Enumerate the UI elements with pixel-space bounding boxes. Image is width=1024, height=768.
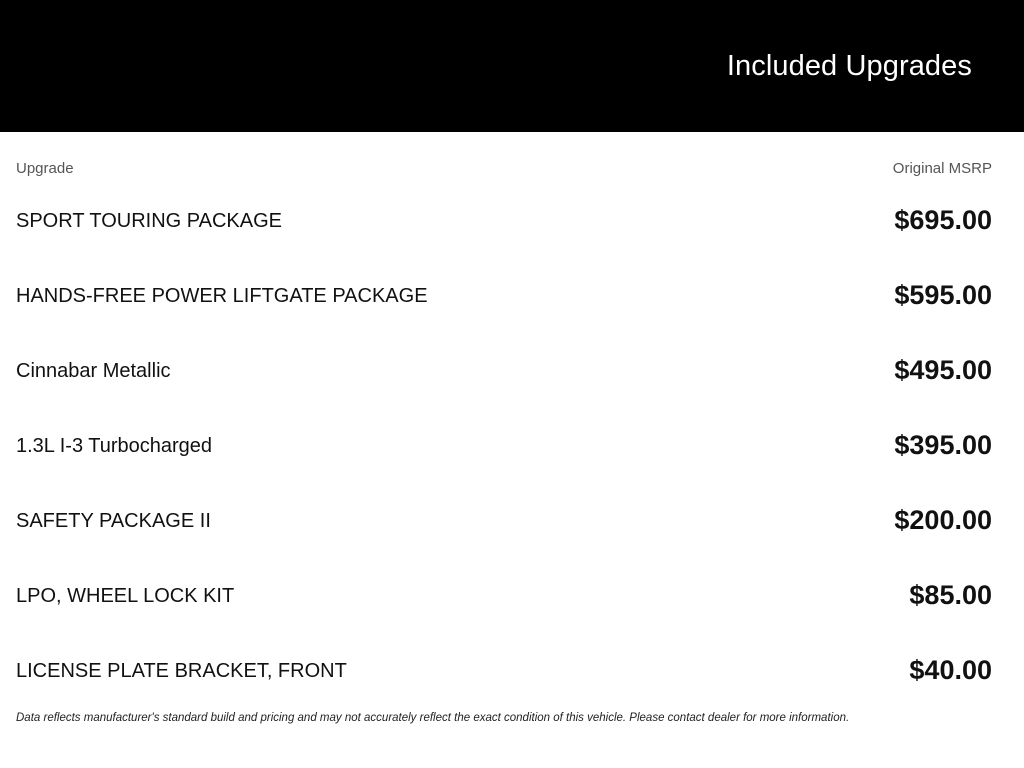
upgrade-price: $495.00: [894, 355, 992, 385]
upgrade-name: 1.3L I-3 Turbocharged: [16, 435, 213, 457]
upgrade-name: LPO, WHEEL LOCK KIT: [16, 585, 235, 607]
upgrade-price: $395.00: [894, 430, 992, 460]
upgrade-name: Cinnabar Metallic: [16, 360, 171, 382]
page-title: Included Upgrades: [726, 50, 972, 82]
upgrade-name: HANDS-FREE POWER LIFTGATE PACKAGE: [16, 285, 428, 307]
upgrade-price: $200.00: [894, 505, 992, 535]
upgrade-name: SAFETY PACKAGE II: [16, 510, 211, 532]
header-bar: [0, 0, 1024, 132]
upgrade-price: $595.00: [894, 280, 992, 310]
upgrade-price: $85.00: [909, 580, 992, 610]
column-header-msrp: Original MSRP: [892, 160, 992, 177]
column-header-upgrade: Upgrade: [16, 160, 74, 177]
upgrade-row: [16, 260, 992, 335]
upgrade-name: LICENSE PLATE BRACKET, FRONT: [16, 660, 347, 682]
column-headers: [16, 160, 992, 182]
upgrade-row: [16, 410, 992, 485]
disclaimer-text: Data reflects manufacturer's standard build and pricing and may not accurately reflect the exact condition of this vehicle. Please contact dealer for more information.: [16, 712, 850, 724]
upgrade-price: $40.00: [909, 655, 992, 685]
upgrade-row: [16, 485, 992, 560]
upgrade-price: $695.00: [894, 205, 992, 235]
upgrade-row: [16, 560, 992, 635]
upgrades-list: [16, 185, 992, 710]
upgrade-row: [16, 335, 992, 410]
upgrade-row: [16, 185, 992, 260]
upgrade-name: SPORT TOURING PACKAGE: [16, 210, 282, 232]
upgrade-row: [16, 635, 992, 710]
